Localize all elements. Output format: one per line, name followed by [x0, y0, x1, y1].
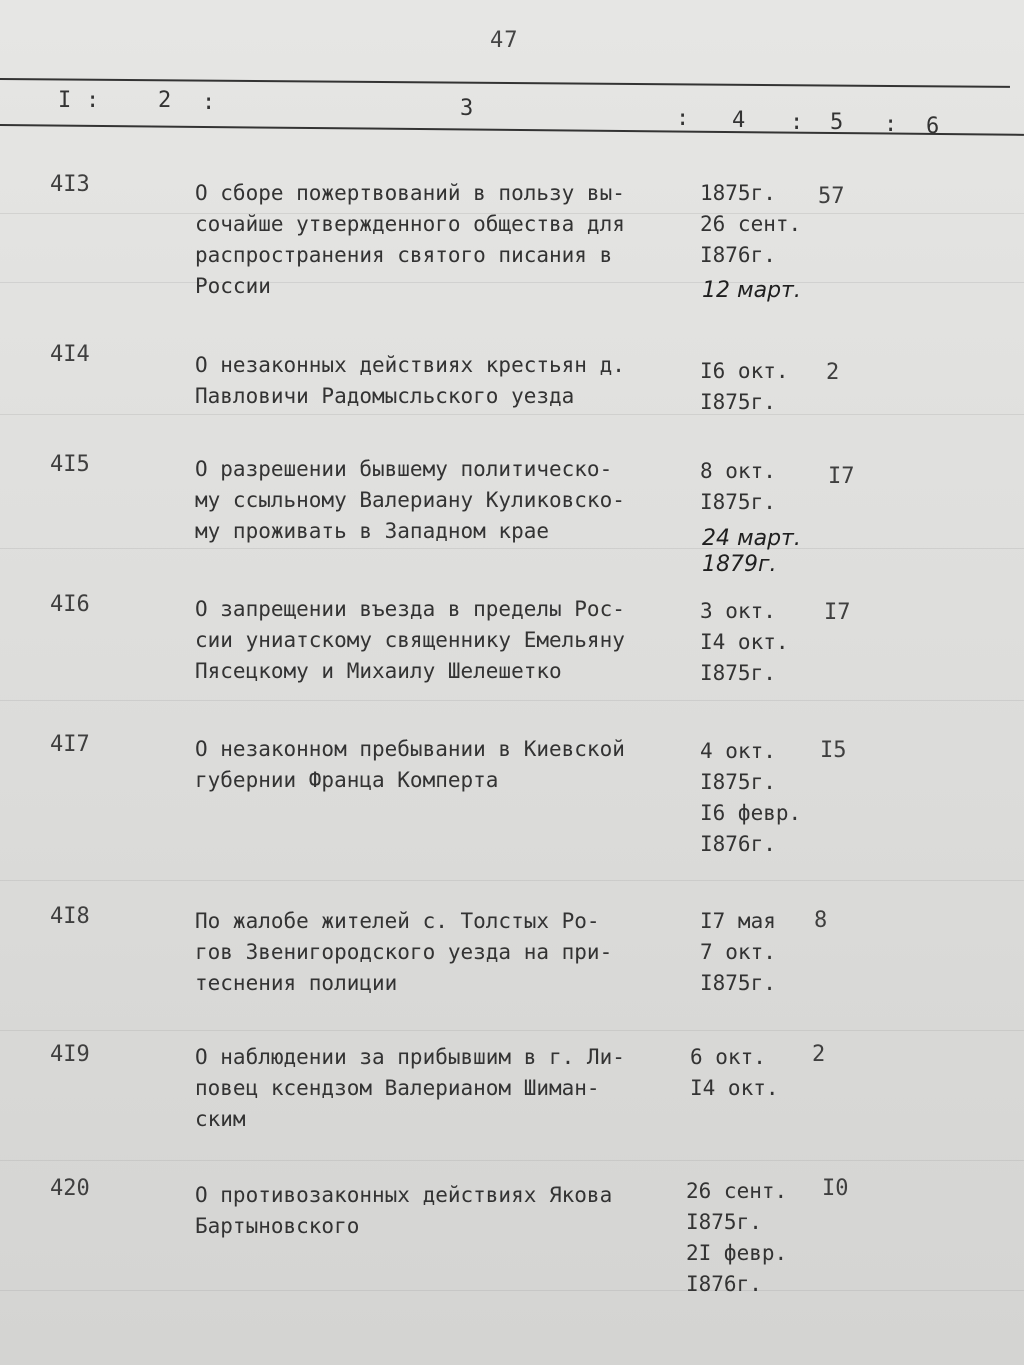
- entry-number: 420: [50, 1176, 90, 1201]
- entry-handwritten-date: 12 март.: [702, 278, 801, 303]
- entry-handwritten-date: 24 март. 1879г.: [702, 526, 801, 577]
- entry-number: 4I6: [50, 592, 90, 617]
- ruled-line: [0, 700, 1024, 701]
- column-header-6: 6: [926, 114, 940, 139]
- entry-dates: I6 окт. I875г.: [700, 359, 789, 414]
- entry-title: О наблюдении за прибывшим в г. Ли- повец ксендзом Валерианом Шиман- ским: [195, 1045, 625, 1131]
- ruled-line: [0, 1290, 1024, 1291]
- entry-number: 4I9: [50, 1042, 90, 1067]
- column-separator: :: [676, 106, 690, 131]
- entry-sheet-count: 57: [818, 184, 845, 209]
- entry-sheet-count: I5: [820, 738, 847, 763]
- entry-title: О незаконном пребывании в Киевской губернии Франца Комперта: [195, 737, 625, 792]
- column-header-3: 3: [460, 96, 474, 121]
- column-separator: :: [86, 88, 100, 113]
- entry-title: О незаконных действиях крестьян д. Павловичи Радомысльского уезда: [195, 353, 625, 408]
- ruled-line: [0, 414, 1024, 415]
- ruled-line: [0, 548, 1024, 549]
- column-header-2: 2: [158, 88, 172, 113]
- entry-dates: 8 окт. I875г.: [700, 459, 776, 514]
- entry-sheet-count: 2: [812, 1042, 826, 1067]
- entry-number: 4I4: [50, 342, 90, 367]
- entry-title: По жалобе жителей с. Толстых Ро- гов Звенигородского уезда на при- теснения полиции: [195, 909, 613, 995]
- entry-dates: I7 мая 7 окт. I875г.: [700, 909, 776, 995]
- entry-dates: 6 окт. I4 окт.: [690, 1045, 779, 1100]
- header-top-rule: [0, 78, 1010, 88]
- ruled-line: [0, 1030, 1024, 1031]
- entry-number: 4I3: [50, 172, 90, 197]
- column-separator: :: [202, 90, 216, 115]
- entry-number: 4I5: [50, 452, 90, 477]
- entry-title: О разрешении бывшему политическо- му ссыльному Валериану Куликовско- му проживать в Западном крае: [195, 457, 625, 543]
- entry-sheet-count: I7: [828, 464, 855, 489]
- ruled-line: [0, 880, 1024, 881]
- entry-sheet-count: 8: [814, 908, 828, 933]
- entry-sheet-count: I7: [824, 600, 851, 625]
- column-separator: :: [790, 110, 804, 135]
- column-separator: :: [884, 112, 898, 137]
- column-header-1: I: [58, 88, 72, 113]
- entry-sheet-count: 2: [826, 360, 840, 385]
- column-header-5: 5: [830, 110, 844, 135]
- entry-number: 4I8: [50, 904, 90, 929]
- column-header-4: 4: [732, 108, 746, 133]
- entry-dates: 1875г. 26 сент. I876г.: [700, 181, 802, 267]
- entry-title: О противозаконных действиях Якова Бартыновского: [195, 1183, 613, 1238]
- entry-dates: 3 окт. I4 окт. I875г.: [700, 599, 789, 685]
- entry-title: О сборе пожертвований в пользу вы- сочайше утвержденного общества для распространения святого писания в России: [195, 181, 625, 298]
- entry-dates: 4 окт. I875г. I6 февр. I876г.: [700, 739, 802, 856]
- header-bottom-rule: [0, 124, 1024, 136]
- entry-dates: 26 сент. I875г. 2I февр. I876г.: [686, 1179, 788, 1296]
- entry-title: О запрещении въезда в пределы Рос- сии униатскому священнику Емельяну Пясецкому и Михаилу Шелешетко: [195, 597, 625, 683]
- page-number: 47: [490, 28, 519, 53]
- ruled-line: [0, 1160, 1024, 1161]
- entry-sheet-count: I0: [822, 1176, 849, 1201]
- entry-number: 4I7: [50, 732, 90, 757]
